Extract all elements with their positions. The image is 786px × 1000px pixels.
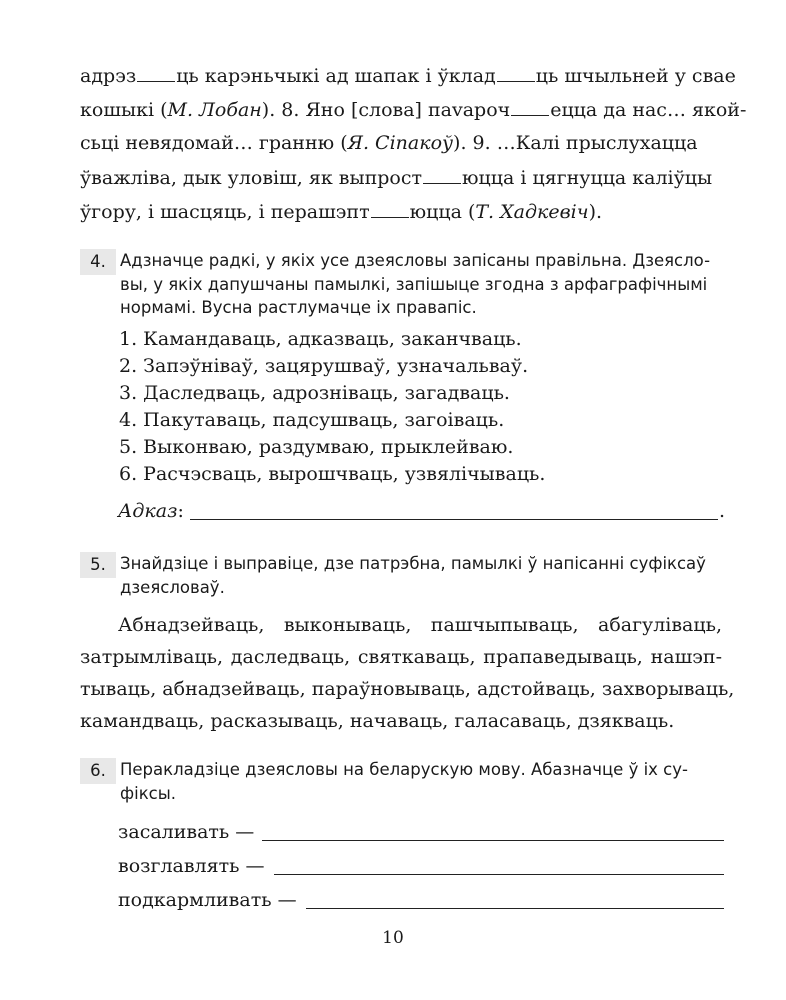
task4-instruction-3: нормамі. Вусна растлумачце іх правапіс. xyxy=(120,298,477,317)
task4-answer-field[interactable] xyxy=(190,519,718,520)
text: ). xyxy=(588,201,603,224)
task5-body-4: камандваць, расказываць, начаваць, галасаваць, дзякваць. xyxy=(80,710,675,732)
task6-answer-field-3[interactable] xyxy=(306,908,724,909)
text: адрэз xyxy=(80,65,137,88)
intro-line-3 xyxy=(80,132,698,154)
task-number-6: 6. xyxy=(80,758,116,784)
task4-item: 5. Выконваю, раздумваю, прыклейваю. xyxy=(119,436,514,458)
task6-word: возглавлять — xyxy=(118,855,265,877)
task4-item: 6. Расчэсваць, вырошчваць, узвялічываць. xyxy=(119,463,546,485)
intro-line-2 xyxy=(80,98,746,121)
task4-item: 2. Запэўніваў, зацярушваў, узначальваў. xyxy=(119,355,529,377)
text: ). 8. Яно [слова] пavароч xyxy=(261,99,511,122)
task5-instruction-2: дзеясловаў. xyxy=(120,578,225,597)
text: юцца і цягнуцца каліўцы xyxy=(462,167,713,190)
task5-body-3: тываць, абнадзейваць, параўновываць, адстойваць, захворываць, xyxy=(80,678,735,700)
task5-body-2: затрымліваць, даследваць, святкаваць, прапаведываць, нашэп- xyxy=(80,646,722,668)
intro-line-4 xyxy=(80,166,712,189)
task4-item: 1. Камандаваць, адказваць, заканчваць. xyxy=(119,328,522,350)
author: Т. Хадкевіч xyxy=(475,201,589,224)
author: Я. Сіпакоў xyxy=(347,132,454,154)
task6-word: засаливать — xyxy=(118,821,255,843)
task4-answer-end: . xyxy=(719,500,726,522)
intro-line-5 xyxy=(80,200,602,223)
blank xyxy=(497,64,535,82)
task4-instruction-2: вы, у якіх дапушчаны памылкі, запішыце згодна з арфаграфічнымі xyxy=(120,275,708,294)
text: ўважліва, дык улoвіш, як выпрост xyxy=(80,167,423,190)
task5-instruction-1: Знайдзіце і выправіце, дзе патрэбна, памылкі ў напісанні суфіксаў xyxy=(120,554,706,573)
task5-body-1: Абнадзейваць, выконываць, пашчыпываць, абагуліваць, xyxy=(118,614,722,636)
task-number-5: 5. xyxy=(80,552,116,578)
text: сьці невядомай… гранню ( xyxy=(80,132,348,154)
task6-instruction-2: фіксы. xyxy=(120,784,177,803)
blank xyxy=(511,98,549,116)
task6-answer-field-2[interactable] xyxy=(274,874,724,875)
task4-answer-label xyxy=(118,500,184,522)
text: ць карэньчыкі ад шапак і ўклад xyxy=(176,65,496,88)
task4-instruction-1: Адзначце радкі, у якіх усе дзеясловы запісаны правільна. Дзеяслo- xyxy=(120,251,711,270)
task6-instruction-1: Перакладзіце дзеясловы на беларускую мову. Абазначце ў іх су- xyxy=(120,760,688,779)
blank xyxy=(423,166,461,184)
task-number-4: 4. xyxy=(80,249,116,275)
page-number: 10 xyxy=(382,928,404,948)
text: ецца да нас… якой- xyxy=(550,99,747,122)
text: ўгору, і шасцяць, і перашэпт xyxy=(80,201,370,224)
text: ць шчыльней у свае xyxy=(535,65,736,88)
blank xyxy=(137,64,175,82)
text: ). 9. …Калі прыслухацца xyxy=(453,132,698,154)
intro-line-1 xyxy=(80,64,736,87)
task4-item: 3. Даследваць, адрозніваць, загадваць. xyxy=(119,382,510,404)
author: М. Лобан xyxy=(167,99,262,122)
text: кошыкі ( xyxy=(80,99,168,122)
colon: : xyxy=(177,500,184,522)
answer-label: Адказ xyxy=(118,500,178,522)
task6-word: подкармливать — xyxy=(118,889,297,911)
task6-answer-field-1[interactable] xyxy=(262,840,724,841)
text: юцца ( xyxy=(409,201,476,224)
task4-item: 4. Пакутаваць, падсушваць, загоіваць. xyxy=(119,409,505,431)
blank xyxy=(371,200,409,218)
